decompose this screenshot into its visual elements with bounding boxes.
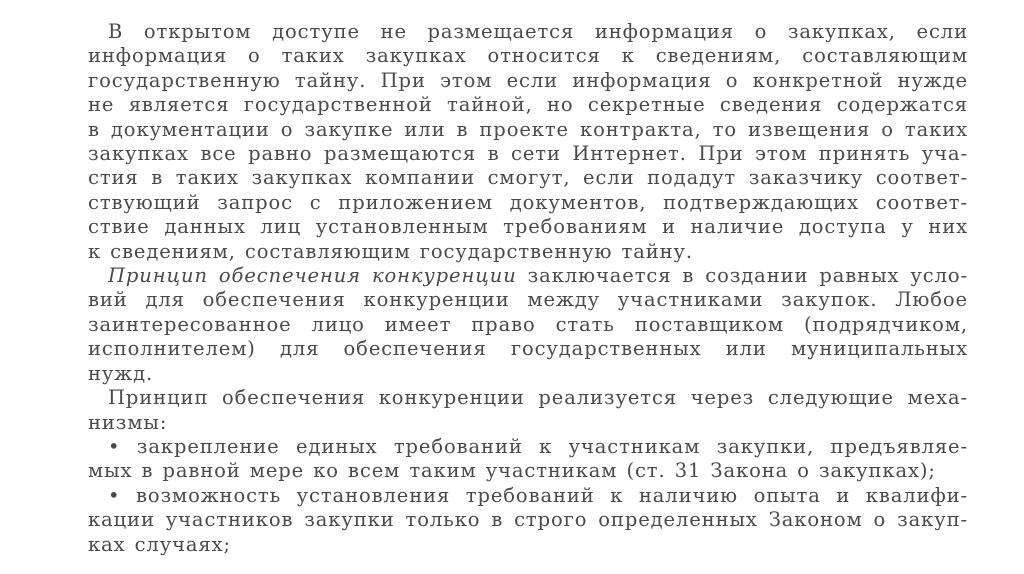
text-line: нужд.	[88, 361, 154, 385]
list-item	[88, 484, 968, 557]
text-line: стия в таких закупках компании смогут, если подадут заказчику соответ-	[88, 166, 968, 190]
text-line	[88, 264, 968, 288]
text-line: информация о таких закупках относится к сведениям, составляющим	[88, 44, 968, 68]
list-item	[88, 435, 968, 484]
text-line: мых в равной мере ко всем таким участникам (ст. 31 Закона о закупках);	[88, 459, 936, 483]
paragraph-mechanisms-intro	[88, 386, 968, 435]
text-line: низмы:	[88, 410, 168, 434]
document-text	[88, 20, 968, 557]
text-line: закупках все равно размещаются в сети Интернет. При этом принять уча-	[88, 142, 968, 166]
paragraph-closed-access	[88, 20, 968, 264]
text-line: ствие данных лиц установленным требованиям и наличие доступа у них	[88, 215, 968, 239]
text-fragment: заключается в создании равных усло-	[516, 264, 968, 288]
text-line: ках случаях;	[88, 532, 231, 556]
text-line: кации участников закупки только в строго определенных Законом о закуп-	[88, 508, 968, 532]
text-line: заинтересованное лицо имеет право стать поставщиком (подрядчиком,	[88, 312, 968, 336]
text-line: • возможность установления требований к наличию опыта и квалифи-	[108, 483, 968, 507]
text-line: государственную тайну. При этом если информация о конкретной нужде	[88, 68, 968, 92]
text-line: вий для обеспечения конкуренции между участниками закупок. Любое	[88, 288, 968, 312]
paragraph-competition-principle	[88, 264, 968, 386]
principle-term: Принцип обеспечения конкуренции	[108, 264, 517, 288]
text-line: исполнителем) для обеспечения государственных или муниципальных	[88, 337, 968, 361]
text-line: ствующий запрос с приложением документов, подтверждающих соответ-	[88, 190, 968, 214]
text-line: Принцип обеспечения конкуренции реализуется через следующие меха-	[108, 386, 968, 410]
text-line: • закрепление единых требований к участникам закупки, предъявляе-	[108, 434, 968, 458]
text-line: к сведениям, составляющим государственную тайну.	[88, 239, 693, 263]
text-line: не является государственной тайной, но секретные сведения содержатся	[88, 93, 968, 117]
text-line: В открытом доступе не размещается информация о закупках, если	[108, 20, 968, 43]
text-line: в документации о закупке или в проекте контракта, то извещения о таких	[88, 117, 968, 141]
